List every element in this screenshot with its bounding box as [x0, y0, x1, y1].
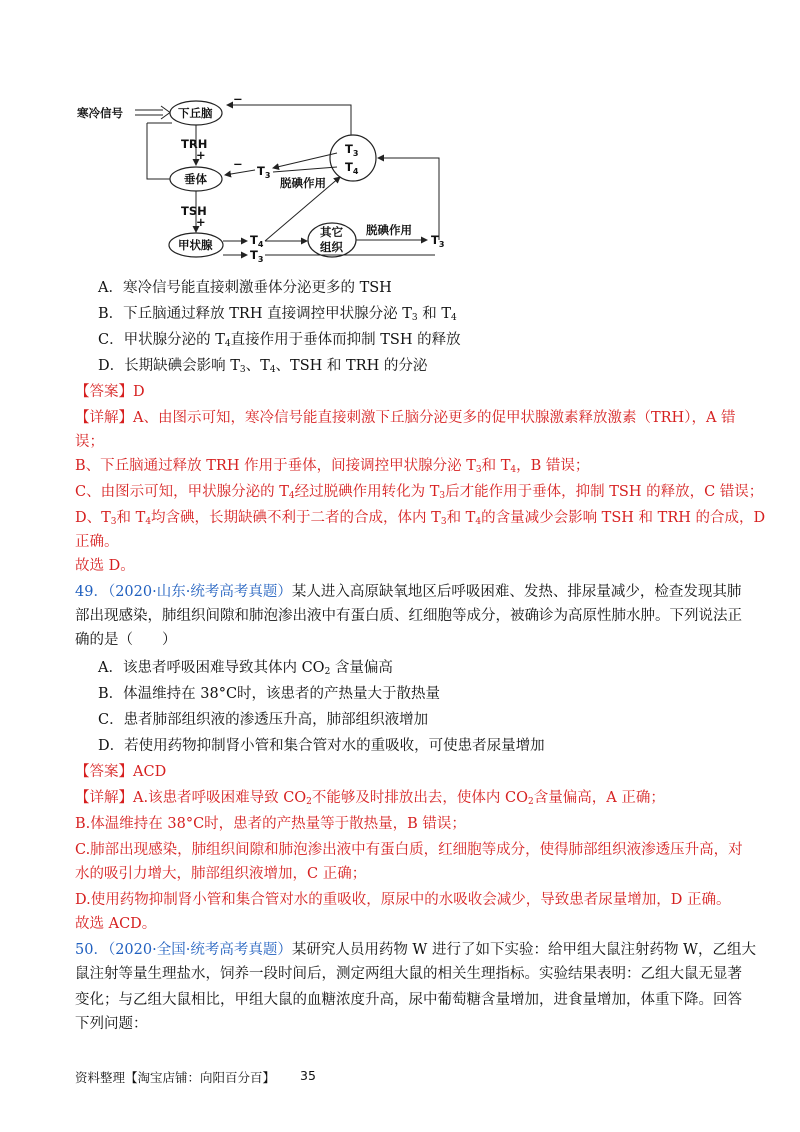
q48-detail-line-1: 【详解】A、由图示可知，寒冷信号能直接刺激下丘脑分泌更多的促甲状腺激素释放激素（TRH），A 错	[75, 410, 736, 426]
thyroid-label: 甲状腺	[178, 238, 213, 252]
pituitary-label: 垂体	[184, 172, 207, 186]
q49-option-c: C．患者肺部组织液的渗透压升高，肺部组织液增加	[98, 712, 429, 728]
minus-sign-pituitary: −	[233, 157, 243, 171]
q48-option-c: C．甲状腺分泌的 $T_4$直接作用于垂体而抑制 TSH 的释放	[98, 332, 461, 349]
deiod-label-1: 脱碘作用	[280, 176, 326, 190]
minus-sign-top: −	[233, 95, 243, 106]
q49-stem-line-2: 部出现感染，肺组织间隙和肺泡渗出液中有蛋白质、红细胞等成分，被确诊为高原性肺水肿。下列说法正	[75, 608, 742, 624]
q48-detail-line-6: 正确。	[75, 534, 119, 550]
other-tissue-label-2: 组织	[320, 240, 343, 254]
q48-option-a: A．寒冷信号能直接刺激垂体分泌更多的 TSH	[98, 280, 392, 296]
t3-label-thyroid: $T_3$	[250, 248, 264, 264]
q49-detail-line-2: B.体温维持在 38°C时，患者的产热量等于散热量，B 错误；	[75, 816, 466, 832]
q50-stem-line-4: 下列问题：	[75, 1016, 148, 1032]
t4-label-thyroid: $T_4$	[250, 233, 264, 249]
t3-label-mid: $T_3$	[257, 164, 271, 180]
tsh-label: TSH	[181, 204, 207, 218]
cold-signal-arrow	[135, 106, 170, 119]
q48-detail-line-4: C、由图示可知，甲状腺分泌的 $T_4$经过脱碘作用转化为 $T_3$后才能作用于垂体，抑制 TSH 的释放，C 错误；	[75, 484, 764, 501]
q48-detail-line-3: B、下丘脑通过释放 TRH 作用于垂体，间接调控甲状腺分泌 $T_3$和 $T_4$，B 错误；	[75, 458, 590, 475]
t4-label-circle: $T_4$	[345, 160, 359, 176]
deiod-label-2: 脱碘作用	[366, 223, 412, 237]
page-number: 35	[300, 1068, 316, 1083]
q49-option-a: A．该患者呼吸困难导致其体内 $CO_2$ 含量偏高	[98, 660, 393, 677]
footer-source: 资料整理【淘宝店铺：向阳百分百】	[75, 1070, 276, 1085]
q49-detail-line-3: C.肺部出现感染，肺组织间隙和肺泡渗出液中有蛋白质，红细胞等成分，使得肺部组织液渗透压升高，对	[75, 842, 743, 858]
circle-to-t3-arrow	[273, 153, 337, 168]
q49-detail-line-1: 【详解】A.该患者呼吸困难导致 $CO_2$不能够及时排放出去，使体内 $CO_2$含量偏高，A 正确；	[75, 790, 665, 807]
t3-label-circle: $T_3$	[345, 142, 359, 158]
feedback-hypothalamus-arrow	[227, 105, 351, 135]
cold-signal-label: 寒冷信号	[77, 106, 123, 120]
q48-detail-line-2: 误；	[75, 434, 104, 450]
q48-choose: 故选 D。	[75, 558, 135, 574]
q48-answer: 【答案】D	[75, 384, 145, 400]
left-loop-line	[147, 123, 170, 179]
q49-answer: 【答案】ACD	[75, 764, 167, 780]
q49-detail-line-4: 水的吸引力增大，肺部组织液增加，C 正确；	[75, 866, 367, 882]
q48-option-b: B．下丘脑通过释放 TRH 直接调控甲状腺分泌 $T_3$ 和 $T_4$	[98, 306, 457, 323]
q50-stem-line-2: 鼠注射等量生理盐水，饲养一段时间后，测定两组大鼠的相关生理指标。实验结果表明：乙组大鼠无显著	[75, 966, 742, 982]
q50-stem-line-1: 50．（2020·全国·统考高考真题）某研究人员用药物 W 进行了如下实验：给甲组大鼠注射药物 W，乙组大	[75, 942, 756, 958]
t3-label-right: $T_3$	[431, 233, 445, 249]
plus-sign-tsh: +	[196, 215, 206, 229]
q49-stem-line-3: 确的是（ ）	[75, 632, 177, 648]
q48-option-d: D．长期缺碘会影响 $T_3$、$T_4$、TSH 和 TRH 的分泌	[98, 358, 428, 375]
q50-stem-line-3: 变化；与乙组大鼠相比，甲组大鼠的血糖浓度升高，尿中葡萄糖含量增加，进食量增加，体重下降。回答	[75, 992, 742, 1008]
plus-sign-trh: +	[196, 148, 206, 162]
q49-choose: 故选 ACD。	[75, 916, 157, 932]
q49-stem-line-1: 49．（2020·山东·统考高考真题）某人进入高原缺氧地区后呼吸困难、发热、排尿量减少，检查发现其肺	[75, 584, 742, 600]
hypothalamus-label: 下丘脑	[178, 106, 213, 120]
q49-option-b: B．体温维持在 38°C时，该患者的产热量大于散热量	[98, 686, 441, 702]
trh-label: TRH	[181, 137, 208, 151]
q49-option-d: D．若使用药物抑制肾小管和集合管对水的重吸收，可使患者尿量增加	[98, 738, 545, 754]
q48-detail-line-5: D、$T_3$和 $T_4$均含碘，长期缺碘不利于二者的合成，体内 $T_3$和 $T_4$的含量减少会影响 TSH 和 TRH 的合成，D	[75, 510, 766, 527]
other-tissue-label-1: 其它	[320, 225, 343, 239]
thyroid-regulation-diagram	[75, 95, 475, 270]
q49-detail-line-5: D.使用药物抑制肾小管和集合管对水的重吸收，原尿中的水吸收会减少，导致患者尿量增加，D 正确。	[75, 892, 731, 908]
circle-deiod-line	[273, 167, 337, 172]
